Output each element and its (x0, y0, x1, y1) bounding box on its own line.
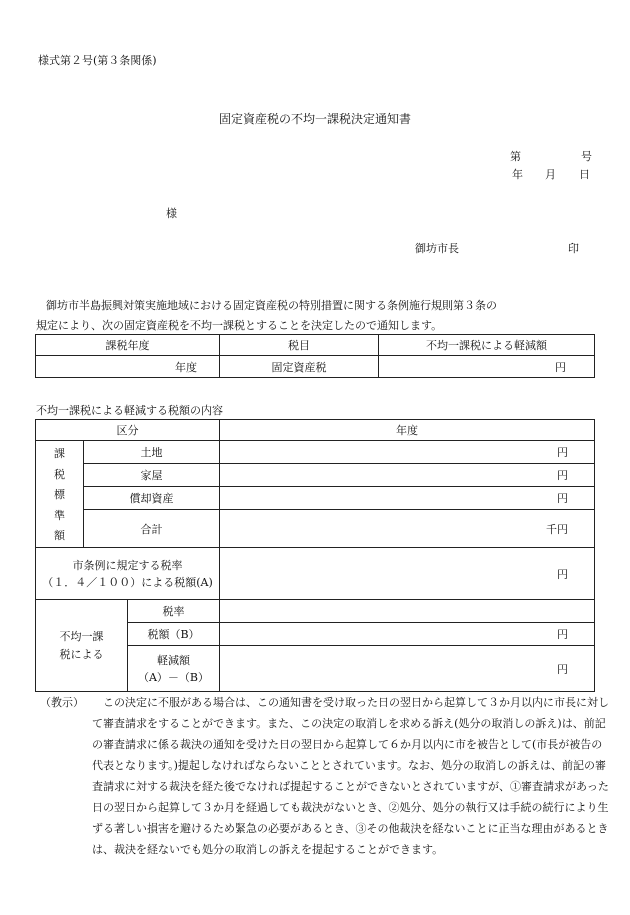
date-year: 年 (512, 168, 523, 181)
city-rate-line-1: 市条例に規定する税率 (72, 558, 183, 572)
header-reduction-amount: 不均一課税による軽減額 (379, 335, 595, 356)
reduction-line-2: （A）－（B） (137, 670, 210, 684)
notice-label: （教示） (40, 696, 84, 709)
addressee-suffix: 様 (166, 207, 177, 220)
tax-base-char: 準 (54, 508, 65, 522)
tax-base-char: 課 (54, 447, 65, 460)
date-day: 日 (579, 168, 590, 181)
row-total-value: 千円 (220, 510, 595, 548)
row-house-value: 円 (220, 464, 595, 487)
city-rate-line-2: （１．４／１００）による税額(A) (42, 575, 213, 589)
issuer-name: 御坊市長 (415, 242, 459, 255)
tax-base-char: 税 (54, 467, 65, 481)
appeal-notice (40, 692, 610, 860)
header-tax-item: 税目 (220, 335, 379, 356)
reduction-line-1: 軽減額 (157, 653, 190, 667)
intro-line-2: 規定により、次の固定資産税を不均一課税とすることを決定したので通知します。 (36, 319, 443, 332)
reduction-detail-table (35, 419, 595, 692)
reduction-value: 円 (220, 646, 595, 692)
notice-text: この決定に不服がある場合は、この通知書を受け取った日の翌日から起算して３か月以内に市長に対して審査請求をすることができます。また、この決定の取消しを求める訴え(処分の取消しの訴え)は、前記の審査請求に係る裁決の通知を受けた日の翌日から起算して６か月以内に市を被告として(市長が被告の代表となります。)提起しなければならないこととされています。なお、処分の取消しの訴えは、前記の審査請求に対する裁決を経た後でなければ提起することができないとされていますが、①審査請求があった日の翌日から起算して３か月を経過しても裁決がないとき、②処分、処分の執行又は手続の続行により生ずる著しい損害を避けるため緊急の必要があるとき、③その他裁決を経ないことに正当な理由があるときは、裁決を経ないでも処分の取消しの訴えを提起することができます。 (92, 696, 609, 856)
form-number: 様式第２号(第３条関係) (38, 54, 157, 67)
row-house-label: 家屋 (84, 464, 220, 487)
city-rate-label (36, 548, 220, 600)
header-category: 区分 (36, 420, 220, 441)
tax-amount-value: 円 (220, 623, 595, 646)
tax-rate-label: 税率 (128, 600, 220, 623)
document-title: 固定資産税の不均一課税決定通知書 (218, 112, 411, 126)
reduction-amount-cell: 円 (379, 356, 595, 378)
header-tax-year: 課税年度 (36, 335, 220, 356)
header-year: 年度 (220, 420, 595, 441)
table2-caption: 不均一課税による軽減する税額の内容 (36, 404, 223, 417)
city-rate-value: 円 (220, 548, 595, 600)
doc-number-prefix: 第 (510, 150, 521, 163)
seal-mark: 印 (568, 242, 579, 255)
tax-year-cell: 年度 (36, 356, 220, 378)
row-depreciable-value: 円 (220, 487, 595, 510)
reduction-label (128, 646, 220, 692)
tax-rate-value (220, 600, 595, 623)
row-land-label: 土地 (84, 441, 220, 464)
row-depreciable-label: 償却資産 (84, 487, 220, 510)
date-month: 月 (545, 168, 556, 181)
tax-amount-label: 税額（B） (128, 623, 220, 646)
tax-item-cell: 固定資産税 (220, 356, 379, 378)
doc-number-suffix: 号 (581, 150, 592, 163)
tax-summary-table (35, 334, 595, 378)
tax-base-label (36, 441, 84, 548)
uneven-tax-label (36, 600, 128, 692)
tax-base-char: 標 (54, 488, 65, 501)
uneven-tax-line-2: 税による (59, 647, 104, 661)
row-land-value: 円 (220, 441, 595, 464)
tax-base-char: 額 (54, 529, 65, 542)
uneven-tax-line-1: 不均一課 (59, 629, 104, 643)
intro-line-1: 御坊市半島振興対策実施地域における固定資産税の特別措置に関する条例施行規則第３条の (46, 299, 497, 312)
row-total-label: 合計 (84, 510, 220, 548)
